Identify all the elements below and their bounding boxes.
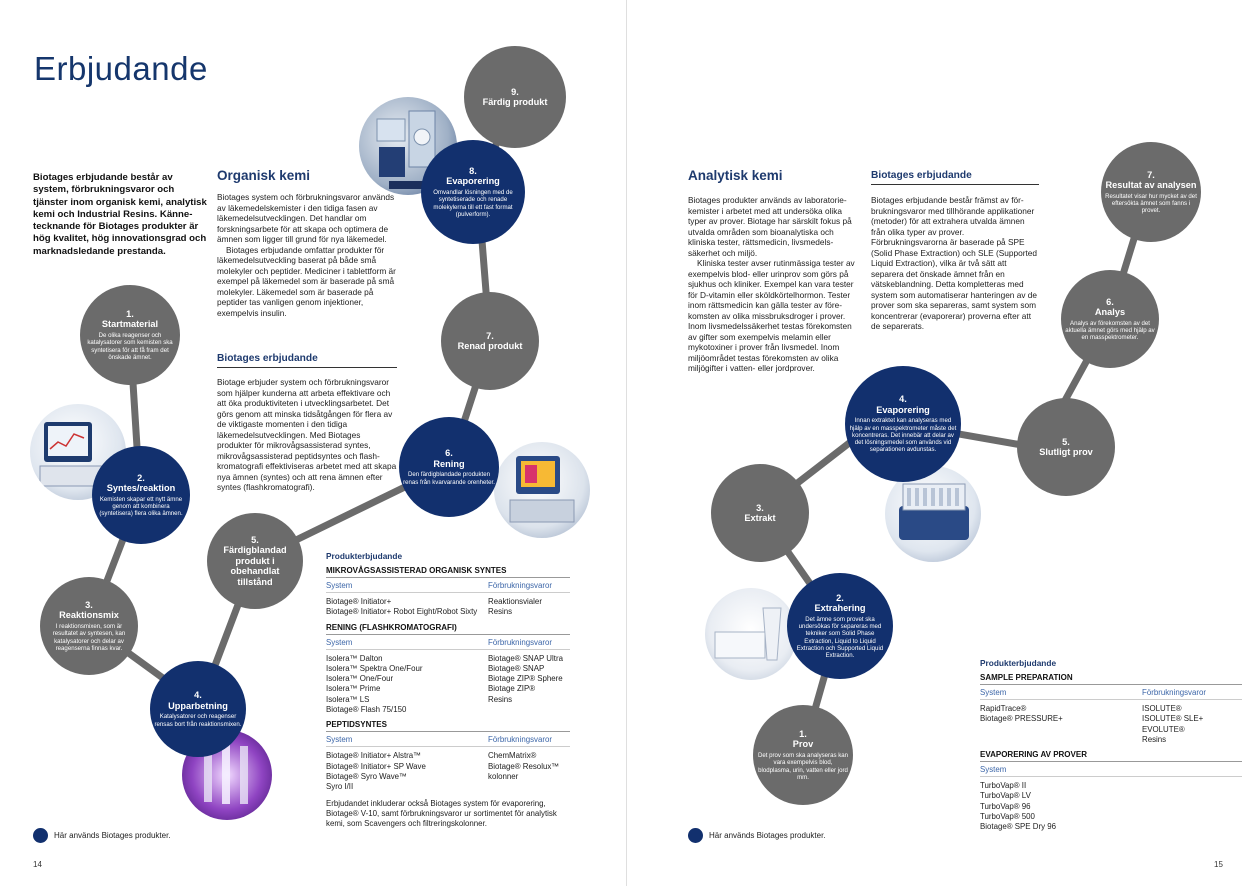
page-number: 14 bbox=[33, 860, 42, 869]
intro-text: Biotages erbjudande består av system, förbrukningsvaror och tjänster inom organisk kemi, analytisk kemi och Industrial Resins. Kännetecknande för Biotages produkter är hög kvalitet, hög innovationsgrad och marknadsledande prestanda. bbox=[33, 172, 207, 257]
product-section-title: MIKROVÅGSASSISTERAD ORGANISK SYNTES bbox=[326, 566, 570, 578]
flow-node-reaktionsmix bbox=[40, 577, 138, 675]
product-item: Isolera™ LS bbox=[326, 694, 370, 704]
product-item: Biotage® Initiator+ Robot Eight/Robot Sixty bbox=[326, 607, 478, 617]
product-item: Isolera™ Dalton bbox=[326, 653, 383, 663]
node-number: 1. bbox=[799, 728, 807, 739]
product-table-right bbox=[980, 658, 1242, 833]
node-number: 2. bbox=[137, 472, 145, 483]
product-item: Resins bbox=[488, 694, 513, 704]
column-header-consumables: Förbrukningsvaror bbox=[488, 637, 553, 647]
node-description: Resultatet visar hur mycket av det eftersökta ämnet som fanns i provet. bbox=[1105, 192, 1197, 215]
node-number: 5. bbox=[1062, 436, 1070, 447]
column-header-system: System bbox=[326, 581, 353, 590]
node-title: Färdig produkt bbox=[482, 97, 548, 107]
analytic-body bbox=[688, 195, 856, 374]
product-item: Isolera™ Prime bbox=[326, 684, 381, 694]
flow-node-fardigblandad bbox=[207, 513, 303, 609]
node-number: 3. bbox=[85, 599, 93, 610]
product-item: RapidTrace® bbox=[980, 704, 1027, 713]
product-footnote: Erbjudandet inkluderar också Biotages system för evaporering, Biotage® V-10, samt förbrukningsvaror ur sortimentet för analytisk kemi, som Scavengers och filtreringskolonner. bbox=[326, 798, 557, 828]
flow-node-slutligt-prov bbox=[1017, 398, 1115, 496]
analytic-paragraph: Kliniska tester avser rutinmässiga tester av exempelvis blod- eller urinprov som görs på sjukhus och kliniker. Exempel kan vara tester för D-vitamin eller sköldkörtelhormon. Tester inom rättsmedicin kan gälla tester av förekomsten av olika missbruksdroger i prover. Inom livsmedelssäkerhet testas förekomsten av gifter som exempelvis melamin eller mykotoxiner i prover från livsmedel. Inom miljöområdet testas förekomsten av olika miljögifter i vatten- eller jordprover. bbox=[688, 258, 855, 373]
node-description: Katalysatorer och reagenser rensas bort från reaktionsmixen. bbox=[154, 713, 242, 728]
node-description: Analys av förekomsten av det aktuella ämnet görs med hjälp av en masspektrometer. bbox=[1065, 319, 1155, 342]
legend-dot-icon bbox=[688, 828, 703, 843]
offer-body bbox=[871, 195, 1041, 332]
product-item: Biotage® PRESSURE+ bbox=[980, 714, 1063, 724]
product-column-headers bbox=[980, 688, 1242, 700]
node-number: 4. bbox=[899, 394, 907, 405]
product-item: Biotage® SNAP Ultra bbox=[488, 653, 563, 663]
flow-node-prov bbox=[753, 705, 853, 805]
product-item: Isolera™ One/Four bbox=[326, 674, 394, 684]
product-item: Biotage® SPE Dry 96 bbox=[980, 822, 1056, 832]
product-item: EVOLUTE® bbox=[1142, 724, 1185, 734]
node-number: 9. bbox=[511, 86, 519, 97]
flow-node-evaporering-right bbox=[845, 366, 961, 482]
node-number: 3. bbox=[756, 502, 764, 513]
page-number: 15 bbox=[1214, 860, 1223, 869]
legend-text: Här används Biotages produkter. bbox=[54, 831, 171, 840]
node-title: Startmaterial bbox=[101, 319, 159, 330]
flow-node-resultat bbox=[1101, 142, 1201, 242]
node-title: Extrahering bbox=[814, 603, 866, 614]
product-item: Biotage® SNAP bbox=[488, 663, 545, 673]
product-item: Biotage® Initiator+ bbox=[326, 597, 392, 606]
offer-paragraph: Biotage erbjuder system och förbrukningsvaror som hjälper kunderna att arbeta effektivare och att öka produktiviteten i utvecklingsarbetet. Det görs genom att minska tidsåtgången för flera av de viktigaste momenten i den tidiga läkemedelsutvecklingen. Med Biotages produkter för mikrovågsassisterad syntes, mikrovågsassisterad peptidsyntes och flashkromatografi effektiviseras arbetet med att skapa nya ämnen (syntes) och att rena ämnen efter syntes (flashkromatografi). bbox=[217, 377, 397, 492]
node-description: Den färdigblandade produkten renas från kvarvarande orenheter. bbox=[403, 471, 495, 486]
offer-heading: Biotages erbjudande bbox=[217, 353, 397, 368]
product-item: TurboVap® II bbox=[980, 781, 1027, 791]
extraction-plate-photo bbox=[705, 588, 797, 680]
flow-node-extrakt bbox=[711, 464, 809, 562]
product-item: TurboVap® 96 bbox=[980, 801, 1031, 811]
page-title: Erbjudande bbox=[34, 50, 208, 87]
product-item: TurboVap® LV bbox=[980, 791, 1031, 801]
product-item: kolonner bbox=[488, 771, 519, 781]
node-title: Rening bbox=[433, 458, 465, 469]
legend-text: Här används Biotages produkter. bbox=[709, 831, 826, 840]
product-table-left bbox=[326, 551, 570, 829]
column-header-system: System bbox=[980, 765, 1007, 775]
node-number: 7. bbox=[1147, 169, 1155, 180]
product-item: Biotage ZIP® Sphere bbox=[488, 674, 563, 684]
column-header-consumables: Förbrukningsvaror bbox=[1142, 688, 1207, 697]
node-description: Innan extraktet kan analyseras med hjälp av en masspektrometer måste det koncentreras. Det innebär att delar av det lösningsmedel som används vid separationen avdunstas. bbox=[849, 417, 957, 454]
offer-paragraph: Biotages erbjudande består främst av förbrukningsvaror med tillhörande applikationer (metoder) för att extrahera utvalda ämnen från olika typer av prover. Förbrukningsvarorna är baserade på SPE (Solid Phase Extraction) och SLE (Supported Liquid Extraction), vilka är två sätt att separera det önskade ämnet från en vätskeblandning. Detta kompletteras med system som automatiserar hanteringen av de prover som ska separeras, samt system som koncentrerar (evaporerar) proverna efter att de separerats. bbox=[871, 195, 1038, 331]
offer-body bbox=[217, 377, 397, 493]
isolera-photo bbox=[494, 442, 590, 538]
flow-node-syntes bbox=[92, 446, 190, 544]
product-item: Reaktionsvialer bbox=[488, 597, 542, 606]
left-page bbox=[0, 0, 627, 886]
product-item: Biotage® Flash 75/150 bbox=[326, 705, 407, 715]
node-number: 8. bbox=[469, 165, 477, 176]
isolera-image bbox=[494, 442, 590, 538]
product-item: Biotage ZIP® bbox=[488, 684, 536, 694]
flow-node-fardig-produkt bbox=[464, 46, 566, 148]
product-column-headers bbox=[326, 638, 570, 650]
organic-heading: Organisk kemi bbox=[217, 168, 311, 183]
product-item: ChemMatrix® bbox=[488, 751, 537, 761]
legend bbox=[33, 828, 171, 843]
column-header-consumables: Förbrukningsvaror bbox=[488, 581, 553, 590]
legend bbox=[688, 828, 826, 843]
node-title: Resultat av analysen bbox=[1105, 180, 1197, 191]
node-title: Prov bbox=[792, 739, 814, 750]
product-item: Biotage® Syro Wave™ bbox=[326, 771, 407, 781]
product-item: Syro I/II bbox=[326, 782, 354, 792]
flow-node-analys bbox=[1061, 270, 1159, 368]
organic-body bbox=[217, 192, 399, 318]
flow-node-extrahering bbox=[787, 573, 893, 679]
product-column-headers bbox=[980, 765, 1242, 777]
node-description: Det ämne som provet ska undersökas för separeras med tekniker som Solid Phase Extraction, Liquid to Liquid Extraction och Supported Liquid Extraction. bbox=[796, 615, 884, 660]
flow-node-upparbetning bbox=[150, 661, 246, 757]
product-item: Biotage® Initiator+ SP Wave bbox=[326, 761, 426, 771]
product-table-title: Produkterbjudande bbox=[326, 551, 403, 561]
column-header-consumables: Förbrukningsvaror bbox=[488, 735, 553, 745]
node-number: 2. bbox=[836, 592, 844, 603]
flow-node-rening bbox=[399, 417, 499, 517]
product-item: Biotage® Initiator+ Alstra™ bbox=[326, 751, 422, 761]
node-title: Syntes/reaktion bbox=[106, 483, 176, 494]
offer-heading: Biotages erbjudande bbox=[871, 170, 1039, 185]
organic-paragraph: Biotages erbjudande omfattar produkter för läkemedelsutveckling baserat på både små molekyler och peptider. Mediciner i tablettform är exempel på läkemedel som är baserade på små molekyler. Läkemedel som är baserade på peptider tas vanligen genom injektioner, exempelvis insulin. bbox=[217, 244, 396, 318]
node-number: 6. bbox=[1106, 296, 1114, 307]
product-item: Isolera™ Spektra One/Four bbox=[326, 663, 423, 673]
column-header-system: System bbox=[326, 637, 353, 647]
product-column-headers bbox=[326, 735, 570, 747]
product-section-title: PEPTIDSYNTES bbox=[326, 720, 570, 732]
node-title: Evaporering bbox=[446, 176, 500, 187]
product-item: ISOLUTE® SLE+ bbox=[1142, 714, 1204, 724]
right-page bbox=[627, 0, 1256, 886]
node-title: Evaporering bbox=[876, 404, 930, 415]
node-description: Det prov som ska analyseras kan vara exempelvis blod, blodplasma, urin, vatten eller jord mm. bbox=[757, 751, 849, 781]
analytic-heading: Analytisk kemi bbox=[688, 168, 783, 183]
product-item: TurboVap® 500 bbox=[980, 812, 1035, 822]
node-description: Kemisten skapar ett nytt ämne genom att kombinera (syntetisera) flera olika ämnen. bbox=[99, 495, 183, 518]
legend-dot-icon bbox=[33, 828, 48, 843]
node-title: Renad produkt bbox=[457, 341, 523, 351]
node-title: Upparbetning bbox=[168, 700, 228, 711]
analytic-paragraph: Biotages produkter används av laboratoriekemister i arbetet med att undersöka olika typer av prover. Biotage har särskilt fokus på utvalda områden som bioanalytiska och kliniska tester, rättsmedicin, livsmedelssäkerhet och miljö. bbox=[688, 195, 852, 258]
product-item: ISOLUTE® bbox=[1142, 704, 1182, 713]
product-column-headers bbox=[326, 581, 570, 593]
product-table-title: Produkterbjudande bbox=[980, 658, 1057, 668]
node-title: Reaktionsmix bbox=[59, 610, 119, 621]
product-item: Resins bbox=[1142, 734, 1167, 744]
node-description: Omvandlar lösningen med de syntetiserade och renade molekylerna till ett fast format (pulverform). bbox=[433, 188, 513, 218]
node-number: 5. bbox=[251, 534, 259, 545]
node-title: Slutligt prov bbox=[1039, 447, 1093, 457]
flow-node-renad-produkt bbox=[441, 292, 539, 390]
node-title: Extrakt bbox=[744, 513, 776, 523]
product-item: Biotage® Resolux™ bbox=[488, 761, 560, 771]
column-header-system: System bbox=[980, 688, 1007, 697]
column-header-system: System bbox=[326, 735, 353, 745]
node-number: 4. bbox=[194, 690, 202, 701]
node-number: 1. bbox=[126, 308, 134, 319]
product-item: Resins bbox=[488, 607, 513, 617]
product-section-title: RENING (FLASHKROMATOGRAFI) bbox=[326, 623, 570, 635]
node-title: Analys bbox=[1094, 307, 1126, 318]
product-section-title: EVAPORERING AV PROVER bbox=[980, 750, 1242, 762]
node-description: I reaktionsmixen, som är resultatet av syntesen, kan katalysatorer och delar av reagenserna finnas kvar. bbox=[52, 622, 126, 652]
node-number: 6. bbox=[445, 448, 453, 459]
node-number: 7. bbox=[486, 330, 494, 341]
product-section-title: SAMPLE PREPARATION bbox=[980, 673, 1242, 685]
node-description: De olika reagenser och katalysatorer som kemisten ska syntetisera för att få fram det önskade ämnet. bbox=[87, 331, 173, 361]
organic-paragraph: Biotages system och förbrukningsvaror används av läkemedelskemister i den tidiga fasen av läkemedelsutvecklingen. Det handlar om forskningsarbete för att skapa och optimera de ämnen som ligger till grund för nya läkemedel. bbox=[217, 192, 395, 244]
node-title: Färdigblandad produkt i obehandlat tillstånd bbox=[223, 545, 287, 587]
extraction-plate-image bbox=[705, 588, 797, 680]
flow-node-evaporering bbox=[421, 140, 525, 244]
flow-node-startmaterial bbox=[80, 285, 180, 385]
